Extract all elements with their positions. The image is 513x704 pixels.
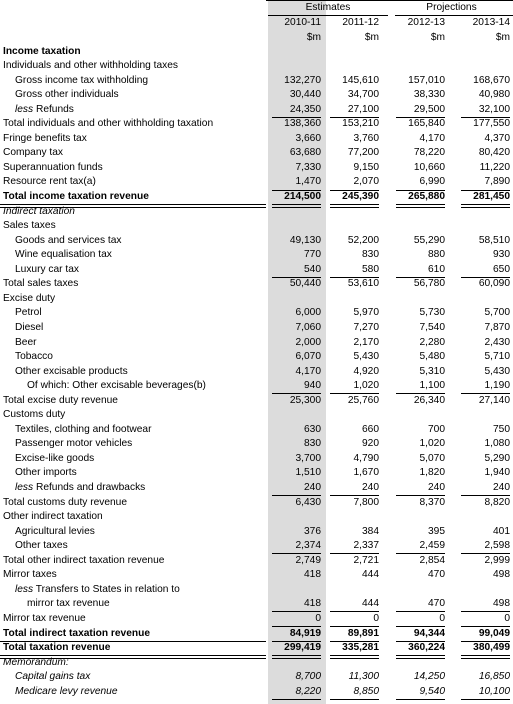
table-row (0, 597, 513, 612)
row-label: Gross other individuals (15, 89, 119, 101)
row-label: Total income taxation revenue (3, 191, 149, 202)
cell-value: 418 (304, 569, 321, 581)
cell-value: 2,721 (353, 554, 379, 566)
cell-value: 214,500 (284, 191, 321, 202)
cell-value: 444 (362, 598, 379, 610)
row-label-prefix: less (15, 103, 34, 115)
cell-value: 14,250 (413, 671, 445, 683)
table-row (0, 481, 513, 496)
cell-value: 395 (428, 525, 445, 537)
year-header: 2012-13 (407, 17, 445, 28)
cell-value: 880 (428, 249, 445, 261)
subtotal-rule (396, 699, 445, 700)
row-label: Medicare levy revenue (15, 685, 118, 697)
cell-value: 5,430 (484, 365, 510, 377)
row-label: Other excisable products (15, 365, 128, 377)
cell-value: 1,080 (484, 438, 510, 450)
table-row (0, 554, 513, 569)
row-label: Superannuation funds (3, 161, 103, 173)
cell-value: 8,820 (484, 496, 510, 508)
cell-value: 498 (493, 569, 510, 581)
cell-value: 11,300 (348, 671, 379, 683)
cell-value: 830 (362, 249, 379, 261)
row-label-prefix: less (15, 583, 34, 595)
row-label: Excise duty (3, 292, 56, 304)
table-row (0, 452, 513, 467)
row-label: Capital gains tax (15, 671, 91, 683)
cell-value: 27,140 (478, 394, 510, 406)
cell-value: 2,374 (295, 540, 321, 552)
table-row (0, 423, 513, 438)
row-label: Total sales taxes (3, 278, 79, 290)
cell-value: 157,010 (408, 74, 445, 86)
subtotal-rule (330, 699, 379, 700)
table-row (0, 612, 513, 627)
subtotal-rule (272, 699, 321, 700)
cell-value: 470 (428, 598, 445, 610)
cell-value: 6,430 (295, 496, 321, 508)
table-row (0, 379, 513, 394)
table-row (0, 641, 513, 656)
table-row (0, 234, 513, 249)
cell-value: 630 (304, 423, 321, 435)
cell-value: 27,100 (347, 103, 379, 115)
cell-value: 7,800 (353, 496, 379, 508)
cell-value: 360,224 (408, 642, 445, 654)
cell-value: 4,170 (419, 132, 445, 144)
cell-value: 165,840 (408, 118, 445, 130)
cell-value: 7,060 (295, 321, 321, 333)
row-label: Beer (15, 336, 37, 348)
row-label: Gross income tax withholding (15, 74, 149, 86)
cell-value: 10,100 (478, 685, 510, 697)
table-row (0, 510, 513, 525)
table-row (0, 205, 513, 220)
cell-value: 53,610 (347, 278, 379, 290)
cell-value: 240 (362, 482, 379, 493)
cell-value: 9,150 (353, 161, 379, 173)
cell-value: 1,820 (419, 467, 445, 479)
cell-value: 2,280 (419, 336, 445, 348)
table-row (0, 45, 513, 60)
cell-value: 89,891 (347, 627, 379, 639)
table-row (0, 568, 513, 583)
row-label: Total taxation revenue (3, 642, 111, 654)
cell-value: 2,749 (295, 554, 321, 566)
cell-value: 77,200 (347, 147, 379, 159)
table-row (0, 59, 513, 74)
row-label-prefix: less (15, 482, 34, 493)
row-label: Income taxation (3, 45, 81, 57)
row-label: Total indirect taxation revenue (3, 627, 150, 639)
table-row (0, 146, 513, 161)
cell-value: 25,760 (347, 394, 379, 406)
table-row (0, 190, 513, 205)
table-row (0, 277, 513, 292)
cell-value: 8,220 (295, 685, 321, 697)
cell-value: 240 (304, 482, 321, 493)
row-label: less Transfers to States in relation to (15, 583, 180, 595)
cell-value: 1,020 (419, 438, 445, 450)
cell-value: 94,344 (413, 627, 445, 639)
cell-value: 240 (493, 482, 510, 493)
cell-value: 8,370 (419, 496, 445, 508)
table-row (0, 336, 513, 351)
cell-value: 24,350 (289, 103, 321, 115)
cell-value: 281,450 (473, 191, 510, 202)
row-label: Diesel (15, 321, 44, 333)
cell-value: 930 (493, 249, 510, 261)
cell-value: 335,281 (342, 642, 379, 654)
row-label: Company tax (3, 147, 64, 159)
cell-value: 610 (428, 263, 445, 275)
cell-value: 8,700 (295, 671, 321, 683)
year-header: 2010-11 (284, 17, 321, 28)
cell-value: 145,610 (342, 74, 379, 86)
cell-value: 58,510 (478, 234, 510, 246)
cell-value: 5,290 (484, 452, 510, 464)
row-label: Passenger motor vehicles (15, 438, 133, 450)
table-row (0, 466, 513, 481)
cell-value: 3,760 (353, 132, 379, 144)
table-row (0, 525, 513, 540)
cell-value: 2,598 (484, 540, 510, 552)
cell-value: 38,330 (413, 89, 445, 101)
row-label: Petrol (15, 307, 42, 319)
row-label: Memorandum: (3, 656, 69, 668)
cell-value: 1,020 (353, 380, 379, 392)
cell-value: 16,850 (478, 671, 510, 683)
cell-value: 7,330 (295, 161, 321, 173)
cell-value: 940 (304, 380, 321, 392)
cell-value: 168,670 (473, 74, 510, 86)
cell-value: 401 (493, 525, 510, 537)
row-label: Fringe benefits tax (3, 132, 87, 144)
cell-value: 99,049 (478, 627, 510, 639)
row-label: Total individuals and other withholding taxation (3, 118, 214, 130)
header-top-rule (266, 0, 390, 1)
table-row (0, 656, 513, 671)
cell-value: 2,000 (295, 336, 321, 348)
row-label: Customs duty (3, 409, 66, 421)
row-label: Total other indirect taxation revenue (3, 554, 165, 566)
header-estimates: Estimates (305, 2, 351, 13)
row-label: Indirect taxation (3, 205, 75, 217)
cell-value: 920 (362, 438, 379, 450)
cell-value: 10,660 (413, 161, 445, 173)
cell-value: 49,130 (289, 234, 321, 246)
cell-value: 60,090 (478, 278, 510, 290)
row-label: Mirror taxes (3, 569, 57, 581)
table-row (0, 292, 513, 307)
cell-value: 7,540 (419, 321, 445, 333)
cell-value: 4,920 (353, 365, 379, 377)
cell-value: 5,700 (484, 307, 510, 319)
cell-value: 1,190 (484, 380, 510, 392)
row-label: Mirror tax revenue (3, 612, 86, 624)
cell-value: 2,999 (484, 554, 510, 566)
row-label: less Refunds and drawbacks (15, 482, 146, 493)
table-row (0, 175, 513, 190)
table-row (0, 88, 513, 103)
cell-value: 5,070 (419, 452, 445, 464)
cell-value: 52,200 (347, 234, 379, 246)
cell-value: 444 (362, 569, 379, 581)
cell-value: 11,220 (479, 161, 510, 173)
cell-value: 5,970 (353, 307, 379, 319)
cell-value: 5,430 (353, 351, 379, 363)
table-row (0, 306, 513, 321)
cell-value: 55,290 (413, 234, 445, 246)
cell-value: 9,540 (419, 685, 445, 697)
cell-value: 34,700 (347, 89, 379, 101)
cell-value: 1,940 (484, 467, 510, 479)
row-label: Goods and services tax (15, 234, 122, 246)
table-row (0, 74, 513, 89)
cell-value: 40,980 (478, 89, 510, 101)
row-label: Individuals and other withholding taxes (3, 60, 178, 72)
cell-value: 6,990 (419, 176, 445, 188)
cell-value: 4,170 (295, 365, 321, 377)
cell-value: 5,730 (419, 307, 445, 319)
row-label: Luxury car tax (15, 263, 79, 275)
table-row (0, 539, 513, 554)
unit-header: $m (306, 32, 321, 43)
cell-value: 8,850 (353, 685, 379, 697)
cell-value: 376 (304, 525, 321, 537)
cell-value: 240 (428, 482, 445, 493)
year-header: 2011-12 (342, 17, 379, 28)
cell-value: 7,870 (484, 321, 510, 333)
cell-value: 1,100 (419, 380, 445, 392)
table-row (0, 132, 513, 147)
cell-value: 63,680 (289, 147, 321, 159)
cell-value: 2,430 (484, 336, 510, 348)
table-row (0, 161, 513, 176)
cell-value: 0 (315, 612, 321, 624)
cell-value: 30,440 (289, 89, 321, 101)
cell-value: 5,480 (419, 351, 445, 363)
cell-value: 2,459 (419, 540, 445, 552)
row-label: Resource rent tax(a) (3, 176, 96, 188)
row-label: Total customs duty revenue (3, 496, 128, 508)
table-row (0, 321, 513, 336)
table-row (0, 248, 513, 263)
cell-value: 265,880 (408, 191, 445, 202)
cell-value: 3,700 (295, 452, 321, 464)
table-row (0, 117, 513, 132)
subtotal-rule (461, 699, 510, 700)
row-label: Of which: Other excisable beverages(b) (27, 380, 206, 392)
cell-value: 153,210 (342, 118, 379, 130)
table-row (0, 263, 513, 278)
table-row (0, 583, 513, 598)
cell-value: 245,390 (342, 191, 379, 202)
unit-header: $m (495, 32, 510, 43)
cell-value: 32,100 (478, 103, 510, 115)
row-label: Tobacco (15, 351, 53, 363)
cell-value: 299,419 (284, 642, 321, 654)
cell-value: 56,780 (413, 278, 445, 290)
row-label: Textiles, clothing and footwear (15, 423, 152, 435)
cell-value: 660 (362, 423, 379, 435)
projections-underline (395, 15, 513, 16)
table-row (0, 627, 513, 642)
cell-value: 2,337 (353, 540, 379, 552)
cell-value: 4,370 (484, 132, 510, 144)
cell-value: 80,420 (478, 147, 510, 159)
cell-value: 1,470 (295, 176, 321, 188)
cell-value: 498 (493, 598, 510, 610)
table-row (0, 670, 513, 685)
cell-value: 78,220 (413, 147, 445, 159)
cell-value: 580 (362, 263, 379, 275)
cell-value: 25,300 (289, 394, 321, 406)
cell-value: 5,310 (419, 365, 445, 377)
cell-value: 7,270 (353, 321, 379, 333)
cell-value: 3,660 (295, 132, 321, 144)
header-top-rule-2 (390, 0, 513, 1)
cell-value: 650 (493, 263, 510, 275)
cell-value: 7,890 (484, 176, 510, 188)
unit-header: $m (364, 32, 379, 43)
row-label: Other imports (15, 467, 77, 479)
cell-value: 26,340 (413, 394, 445, 406)
table-row (0, 365, 513, 380)
row-label: Other indirect taxation (3, 511, 103, 523)
table-row (0, 496, 513, 511)
table-row (0, 437, 513, 452)
cell-value: 470 (428, 569, 445, 581)
unit-header: $m (430, 32, 445, 43)
cell-value: 84,919 (289, 627, 321, 639)
row-label: Total excise duty revenue (3, 394, 118, 406)
row-label: Excise-like goods (15, 452, 95, 464)
cell-value: 4,790 (353, 452, 379, 464)
row-label: Wine equalisation tax (15, 249, 112, 261)
row-label: Agricultural levies (15, 525, 95, 537)
cell-value: 5,710 (484, 351, 510, 363)
row-label: Sales taxes (3, 220, 56, 232)
cell-value: 770 (304, 249, 321, 261)
cell-value: 29,500 (413, 103, 445, 115)
cell-value: 6,070 (295, 351, 321, 363)
cell-value: 380,499 (473, 642, 510, 654)
cell-value: 750 (493, 423, 510, 435)
cell-value: 700 (428, 423, 445, 435)
table-row (0, 394, 513, 409)
cell-value: 2,070 (353, 176, 379, 188)
cell-value: 1,670 (353, 467, 379, 479)
cell-value: 0 (373, 612, 379, 624)
cell-value: 540 (304, 263, 321, 275)
cell-value: 1,510 (295, 467, 321, 479)
cell-value: 0 (504, 612, 510, 624)
header-projections: Projections (426, 2, 477, 13)
estimates-underline (268, 15, 388, 16)
cell-value: 384 (362, 525, 379, 537)
table-row (0, 219, 513, 234)
cell-value: 418 (304, 598, 321, 610)
table-row (0, 685, 513, 700)
cell-value: 132,270 (284, 74, 321, 86)
row-label: Other taxes (15, 540, 68, 552)
cell-value: 177,550 (473, 118, 510, 130)
cell-value: 138,360 (284, 118, 321, 130)
year-header: 2013-14 (472, 17, 510, 28)
table-row (0, 103, 513, 118)
cell-value: 6,000 (295, 307, 321, 319)
cell-value: 0 (439, 612, 445, 624)
cell-value: 50,440 (289, 278, 321, 290)
cell-value: 2,854 (419, 554, 445, 566)
cell-value: 830 (304, 438, 321, 450)
row-label: mirror tax revenue (27, 598, 110, 610)
table-row (0, 408, 513, 423)
cell-value: 2,170 (353, 336, 379, 348)
table-row (0, 350, 513, 365)
row-label: less Refunds (15, 103, 74, 115)
